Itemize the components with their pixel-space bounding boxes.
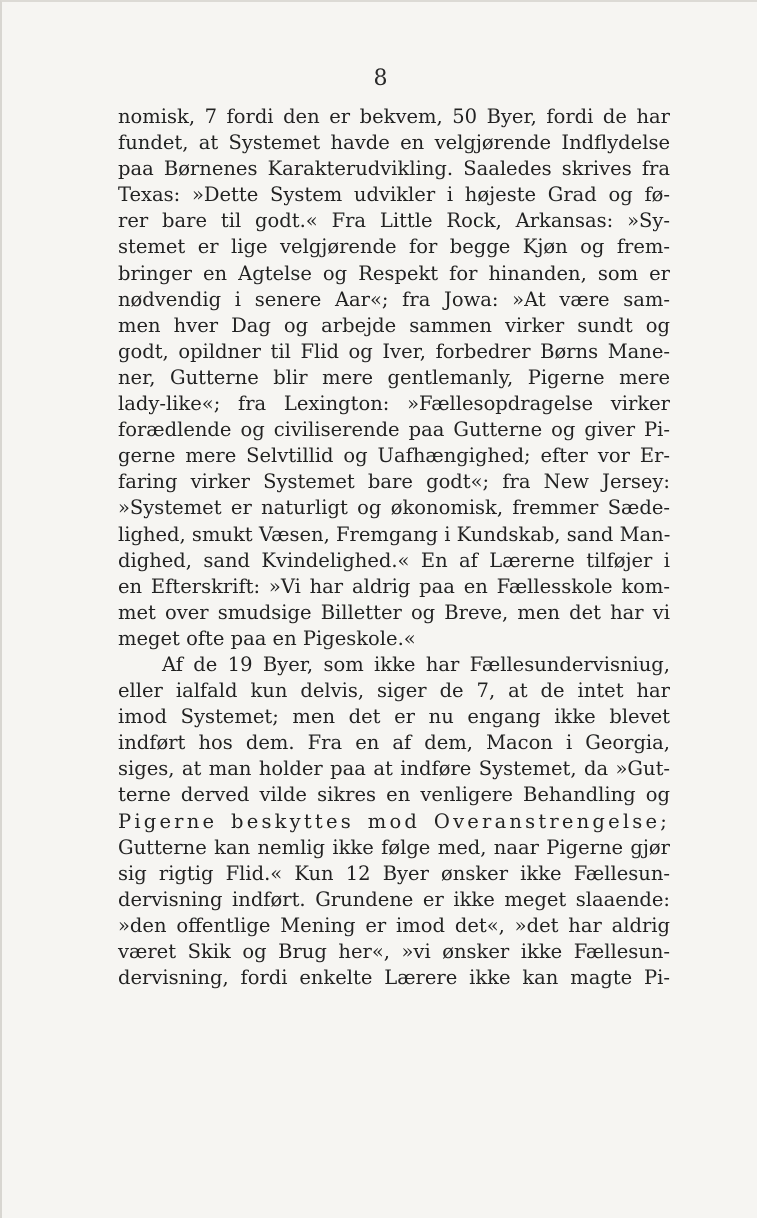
text-line: men hver Dag og arbejde sammen virker sundt og xyxy=(118,313,670,337)
text-line: Af de 19 Byer, som ikke har Fællesundervisniug, xyxy=(162,652,670,676)
text-line: en Efterskrift: »Vi har aldrig paa en Fællesskole kom- xyxy=(118,574,670,598)
page-number: 8 xyxy=(373,66,388,91)
text-line: stemet er lige velgjørende for begge Kjøn og frem- xyxy=(118,235,670,259)
text-line: rer bare til godt.« Fra Little Rock, Arkansas: »Sy- xyxy=(118,209,670,233)
text-line: siges, at man holder paa at indføre Systemet, da »Gut- xyxy=(118,757,670,781)
body-text xyxy=(118,104,670,991)
text-line: faring virker Systemet bare godt«; fra New Jersey: xyxy=(118,470,670,494)
text-line: nomisk, 7 fordi den er bekvem, 50 Byer, fordi de har xyxy=(118,105,670,128)
text-line: eller ialfald kun delvis, siger de 7, at de intet har xyxy=(118,679,670,703)
text-line: gerne mere Selvtillid og Uafhængighed; efter vor Er- xyxy=(118,444,670,468)
text-line: imod Systemet; men det er nu engang ikke blevet xyxy=(118,705,670,729)
text-line: bringer en Agtelse og Respekt for hinanden, som er xyxy=(118,261,670,285)
text-line: lady-like«; fra Lexington: »Fællesopdragelse virker xyxy=(118,392,670,416)
text-line: godt, opildner til Flid og Iver, forbedrer Børns Mane- xyxy=(118,339,670,363)
text-line: ner, Gutterne blir mere gentlemanly, Pigerne mere xyxy=(118,365,670,389)
text-line: terne derved vilde sikres en venligere Behandling og xyxy=(118,783,670,807)
text-line: dervisning, fordi enkelte Lærere ikke kan magte Pi- xyxy=(118,966,670,990)
text-line: Texas: »Dette System udvikler i højeste Grad og fø- xyxy=(118,183,670,207)
text-line: »den offentlige Mening er imod det«, »det har aldrig xyxy=(118,913,670,937)
text-line: forædlende og civiliserende paa Gutterne og giver Pi- xyxy=(118,418,670,442)
text-line: lighed, smukt Væsen, Fremgang i Kundskab, sand Man- xyxy=(118,522,671,546)
text-line: sig rigtig Flid.« Kun 12 Byer ønsker ikke Fællesun- xyxy=(118,861,670,885)
text-line: »Systemet er naturligt og økonomisk, fremmer Sæde- xyxy=(118,496,670,520)
text-line: paa Børnenes Karakterudvikling. Saaledes skrives fra xyxy=(118,157,670,181)
text-line: Pigerne beskyttes mod Overanstrengelse; xyxy=(118,809,670,833)
text-line: fundet, at Systemet havde en velgjørende Indflydelse xyxy=(118,131,670,155)
text-line: Gutterne kan nemlig ikke følge med, naar Pigerne gjør xyxy=(118,835,670,859)
text-line: met over smudsige Billetter og Breve, men det har vi xyxy=(118,600,670,624)
text-line: været Skik og Brug her«, »vi ønsker ikke Fællesun- xyxy=(118,940,670,963)
text-line: nødvendig i senere Aar«; fra Jowa: »At være sam- xyxy=(118,287,670,311)
text-line: dighed, sand Kvindelighed.« En af Lærerne tilføjer i xyxy=(118,548,670,572)
text-line: meget ofte paa en Pigeskole.« xyxy=(118,626,416,650)
text-line: dervisning indført. Grundene er ikke meget slaaende: xyxy=(118,887,670,911)
text-line: indført hos dem. Fra en af dem, Macon i Georgia, xyxy=(118,731,670,755)
